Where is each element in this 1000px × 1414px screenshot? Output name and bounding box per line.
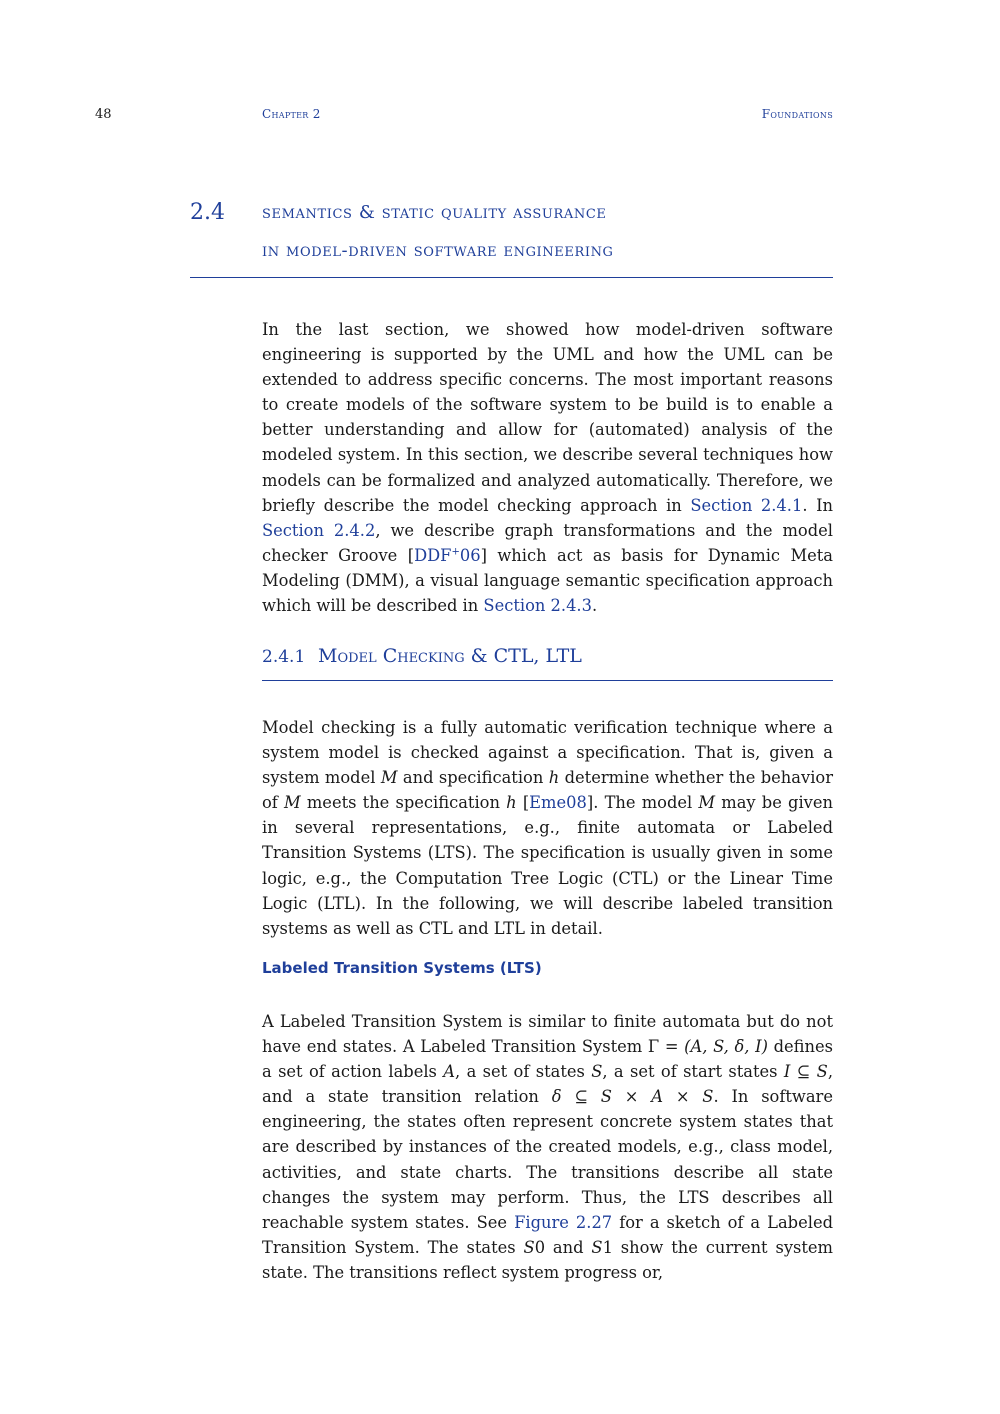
page-number: 48 bbox=[95, 107, 112, 122]
section-number: 2.4 bbox=[190, 200, 225, 225]
subsection-title: Model Checking & CTL, LTL bbox=[318, 645, 582, 667]
section-rule bbox=[190, 277, 833, 278]
lts-paragraph-heading: Labeled Transition Systems (LTS) bbox=[262, 959, 542, 977]
running-header-chapter: Chapter 2 bbox=[262, 107, 321, 121]
figure-2-27-link[interactable]: Figure 2.27 bbox=[514, 1212, 613, 1232]
section-2-4-3-link[interactable]: Section 2.4.3 bbox=[483, 596, 592, 616]
citation-ddf06-link[interactable]: DDF+06 bbox=[414, 545, 481, 565]
subsection-heading bbox=[262, 645, 833, 667]
lts-paragraph: A Labeled Transition System is similar to finite automata but do not have end states. A Labeled Transition System Γ = (A, S, δ, I) defines a set of action labels A, a set of states S, a set of start states I ⊆ S, and a state transition relation δ ⊆ S × A × S. In software engineering, the states often represent concrete system states that are described by instances of the created models, e.g., class model, activities, and state charts. The transitions describe all state changes the system may perform. Thus, the LTS describes all reachable system states. See Figure 2.27 for a sketch of a Labeled Transition System. The states S0 and S1 show the current system state. The transitions reflect system progress or, bbox=[262, 1012, 834, 1282]
running-header-section: Foundations bbox=[761, 107, 833, 121]
section-title-line1: semantics & static quality assurance bbox=[262, 202, 607, 223]
section-2-4-1-link[interactable]: Section 2.4.1 bbox=[690, 495, 803, 515]
intro-paragraph: In the last section, we showed how model-driven software engineering is supported by the UML and how the UML can be extended to address specific concerns. The most important reasons to create models of the software system to be build is to enable a better understanding and allow for (automated) analysis of the modeled system. In this section, we describe several techniques how models can be formalized and analyzed automatically. Therefore, we briefly describe the model checking approach in Section 2.4.1. In Section 2.4.2, we describe graph transformations and the model checker Groove [DDF+06] which act as basis for Dynamic Meta Modeling (DMM), a visual language semantic specification approach which will be described in Section 2.4.3. bbox=[262, 320, 833, 616]
model-checking-paragraph: Model checking is a fully automatic verification technique where a system model is checked against a specification. That is, given a system model M and specification h determine whether the behavior of M meets the specification h [Eme08]. The model M may be given in several representations, e.g., finite automata or Labeled Transition Systems (LTS). The specification is usually given in some logic, e.g., the Computation Tree Logic (CTL) or the Linear Time Logic (LTL). In the following, we will describe labeled transition systems as well as CTL and LTL in detail. bbox=[262, 718, 833, 938]
section-title-line2: in model-driven software engineering bbox=[262, 240, 614, 261]
subsection-number: 2.4.1 bbox=[262, 647, 306, 667]
subsection-rule bbox=[262, 680, 833, 681]
section-2-4-2-link[interactable]: Section 2.4.2 bbox=[262, 520, 376, 540]
citation-eme08-link[interactable]: Eme08 bbox=[529, 793, 587, 813]
